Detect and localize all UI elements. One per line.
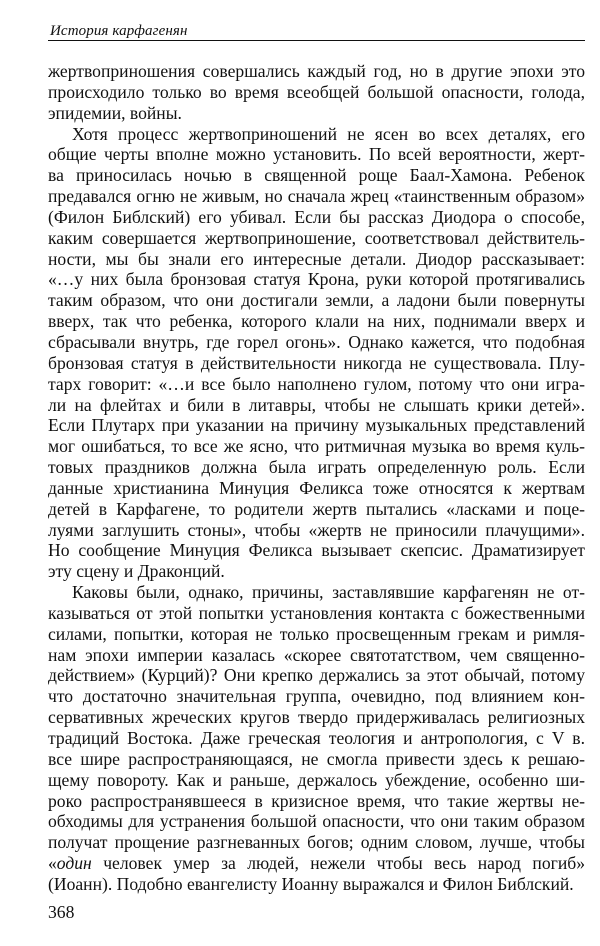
text-line: что достаточно значительная группа, очевидно, под влиянием кон- <box>48 686 585 707</box>
text-line: ности, мы бы знали его интересные детали. Диодор рассказывает: <box>48 248 585 269</box>
text-line: бронзовая статуя в действительности никогда не существовала. Плу- <box>48 352 585 373</box>
text-line: данные христианина Минуция Феликса тоже относятся к жертвам <box>48 477 585 498</box>
line-remainder: человек умер за людей, нежели чтобы весь народ погиб» <box>91 853 585 874</box>
text-line: эпидемии, войны. <box>48 102 182 123</box>
text-line: детей в Карфагене, то родители жертв пытались «ласками и поце- <box>48 498 585 519</box>
text-line: нам эпохи империи казалась «скорее святотатством, чем священно- <box>48 644 585 665</box>
open-quote: « <box>48 853 57 874</box>
text-line: предавался огню не живым, но сначала жрец «таинственным образом» <box>48 186 585 207</box>
text-line: казываться от этой попытки установления контакта с божественными <box>48 602 585 623</box>
text-line: тарх говорит: «…и все было наполнено гулом, потому что они игра- <box>48 373 585 394</box>
text-line: Но сообщение Минуция Феликса вызывает скепсис. Драматизирует <box>48 540 585 561</box>
running-head-title: История карфагенян <box>50 23 188 39</box>
text-line: роко распространявшееся в кризисное время, что такие жертвы не- <box>48 790 585 811</box>
text-line: луями заглушить стоны», чтобы «жертв не приносили плачущими». <box>48 519 585 540</box>
text-line: обходимы для устранения большой опасности, что они таким образом <box>48 811 585 832</box>
text-line: все шире распространяющаяся, не смогла привести здесь к решаю- <box>48 748 585 769</box>
text-line: сбрасывали внутрь, где горел огонь». Однако кажется, что подобная <box>48 331 585 352</box>
text-line: получат прощение разгневанных богов; одним словом, лучше, чтобы <box>48 832 585 853</box>
text-line: эту сцену и Драконций. <box>48 561 225 582</box>
text-line: общие черты вполне можно установить. По всей вероятности, жерт- <box>48 144 585 165</box>
text-line: жертвоприношения совершались каждый год, но в другие эпохи это <box>48 61 585 81</box>
text-line-with-italic <box>48 853 585 874</box>
running-head <box>48 22 585 41</box>
text-line: вверх, так что ребенка, которого клали на них, поднимали вверх и <box>48 311 585 332</box>
italic-emphasis: один <box>56 853 92 874</box>
text-line: сервативных жреческих кругов твердо придерживалась религиозных <box>48 707 585 728</box>
text-line: действием» (Курций)? Они крепко держались за этот обычай, потому <box>48 665 585 686</box>
text-line: Хотя процесс жертвоприношений не ясен во всех деталях, его <box>72 123 585 144</box>
page-number: 368 <box>48 902 75 922</box>
text-line: ли на флейтах и били в литавры, чтобы не слышать крики детей». <box>48 394 585 415</box>
text-line: силами, попытки, которая не только просвещенным грекам и римля- <box>48 623 585 644</box>
text-line: каким совершается жертвоприношение, соответствовал действитель- <box>48 227 585 248</box>
text-line: мог ошибаться, то все же ясно, что ритмичная музыка во время куль- <box>48 436 585 457</box>
text-line: Если Плутарх при указании на причину музыкальных представлений <box>48 415 585 436</box>
text-line: «…у них была бронзовая статуя Крона, руки которой протягивались <box>48 269 585 290</box>
text-line: щему повороту. Как и раньше, держалось убеждение, особенно ши- <box>48 769 585 790</box>
text-line: традиций Востока. Даже греческая теология и антропология, с V в. <box>48 728 585 748</box>
paragraph-1 <box>48 61 585 124</box>
page-body <box>48 61 585 895</box>
paragraph-2 <box>48 124 585 583</box>
text-line: (Филон Библский) его убивал. Если бы рассказ Диодора о способе, <box>48 206 585 227</box>
text-line: происходило только во время всеобщей большой опасности, голода, <box>48 81 585 102</box>
paragraph-3 <box>48 582 585 895</box>
text-line: таким образом, что они достигали земли, а ладони были повернуты <box>48 290 585 311</box>
text-line: Каковы были, однако, причины, заставлявшие карфагенян не от- <box>72 582 585 603</box>
text-line: товых праздников должна была играть определенную роль. Если <box>48 457 585 478</box>
text-line: ва приносилась ночью в священной роще Баал-Хамона. Ребенок <box>48 165 585 186</box>
text-line: (Иоанн). Подобно евангелисту Иоанну выражался и Филон Библский. <box>48 873 574 894</box>
